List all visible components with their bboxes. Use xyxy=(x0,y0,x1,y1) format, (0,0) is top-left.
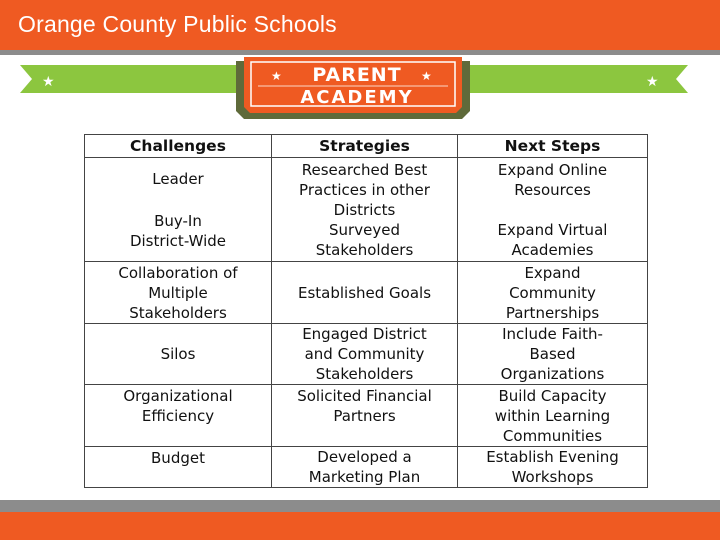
ribbon-star-left: ★ xyxy=(42,74,55,90)
plaque-star-right: ★ xyxy=(421,69,432,83)
cell-line: Based xyxy=(529,345,576,363)
footer-bar xyxy=(0,512,720,540)
cell-line: Academies xyxy=(511,240,594,259)
cell-line: Establish Evening xyxy=(486,448,619,466)
cell-line: Practices in other xyxy=(299,180,430,199)
cell-line: Stakeholders xyxy=(129,303,227,322)
cell-line: Community xyxy=(509,283,596,302)
cell-line: Leader xyxy=(152,169,204,188)
cell-line: Include Faith- xyxy=(502,325,603,343)
strategy-cell xyxy=(272,324,458,385)
banner-word-parent: PARENT xyxy=(312,64,402,86)
cell-line: Budget xyxy=(151,449,205,467)
ribbon-star-right: ★ xyxy=(646,74,659,90)
cell-line: and Community xyxy=(304,345,425,363)
strategy-cell xyxy=(272,447,458,488)
next-step-cell xyxy=(458,158,648,262)
next-step-cell xyxy=(458,262,648,324)
next-step-cell xyxy=(458,324,648,385)
title-bar xyxy=(0,0,720,50)
challenge-cell xyxy=(85,262,272,324)
cell-line: Efficiency xyxy=(141,407,215,425)
cell-line: Expand Virtual xyxy=(497,220,608,239)
cell-line: within Learning xyxy=(494,406,611,425)
banner-word-academy: ACADEMY xyxy=(300,87,414,108)
strategy-cell xyxy=(272,262,458,324)
cell-line: Stakeholders xyxy=(315,240,414,259)
plaque-star-left: ★ xyxy=(271,69,282,83)
cell-line: Organizational xyxy=(123,387,233,405)
cell-line: Collaboration of xyxy=(118,263,238,282)
cell-line: Build Capacity xyxy=(498,386,607,405)
strategy-table xyxy=(84,134,648,488)
challenge-cell xyxy=(85,447,272,488)
cell-line: Stakeholders xyxy=(315,365,414,383)
cell-line: Expand xyxy=(524,263,581,282)
challenge-cell xyxy=(85,158,272,262)
cell-line: Partnerships xyxy=(505,303,600,322)
strategy-cell xyxy=(272,385,458,447)
cell-line: Organizations xyxy=(500,365,605,383)
next-step-cell xyxy=(458,447,648,488)
challenge-cell xyxy=(85,324,272,385)
cell-line: Districts xyxy=(333,200,396,219)
cell-line: Solicited Financial xyxy=(297,387,432,405)
challenge-cell xyxy=(85,385,272,447)
cell-line: Buy-In xyxy=(154,211,202,230)
table-row xyxy=(85,324,648,385)
page-title: Orange County Public Schools xyxy=(18,11,337,37)
cell-line: Workshops xyxy=(511,468,594,486)
cell-line: Partners xyxy=(333,407,396,425)
table-row xyxy=(85,262,648,324)
cell-line: Established Goals xyxy=(297,283,432,302)
header-challenges: Challenges xyxy=(85,135,272,158)
cell-line: Resources xyxy=(514,180,591,199)
cell-line: District-Wide xyxy=(129,231,227,250)
cell-line: Marketing Plan xyxy=(308,468,421,486)
next-step-cell xyxy=(458,385,648,447)
cell-line: Surveyed xyxy=(329,220,400,239)
cell-line: Researched Best xyxy=(301,160,428,179)
header-strategies: Strategies xyxy=(272,135,458,158)
table-row xyxy=(85,158,648,262)
header-next-steps: Next Steps xyxy=(458,135,648,158)
cell-line: Silos xyxy=(160,345,196,363)
table-header-row xyxy=(85,135,648,158)
table-row xyxy=(85,447,648,488)
footer-divider xyxy=(0,500,720,512)
cell-line: Developed a xyxy=(317,448,412,466)
cell-line: Engaged District xyxy=(302,325,427,343)
strategy-cell xyxy=(272,158,458,262)
table-row xyxy=(85,385,648,447)
cell-line: Communities xyxy=(502,426,603,445)
cell-line: Expand Online xyxy=(497,160,608,179)
cell-line: Multiple xyxy=(148,283,208,302)
